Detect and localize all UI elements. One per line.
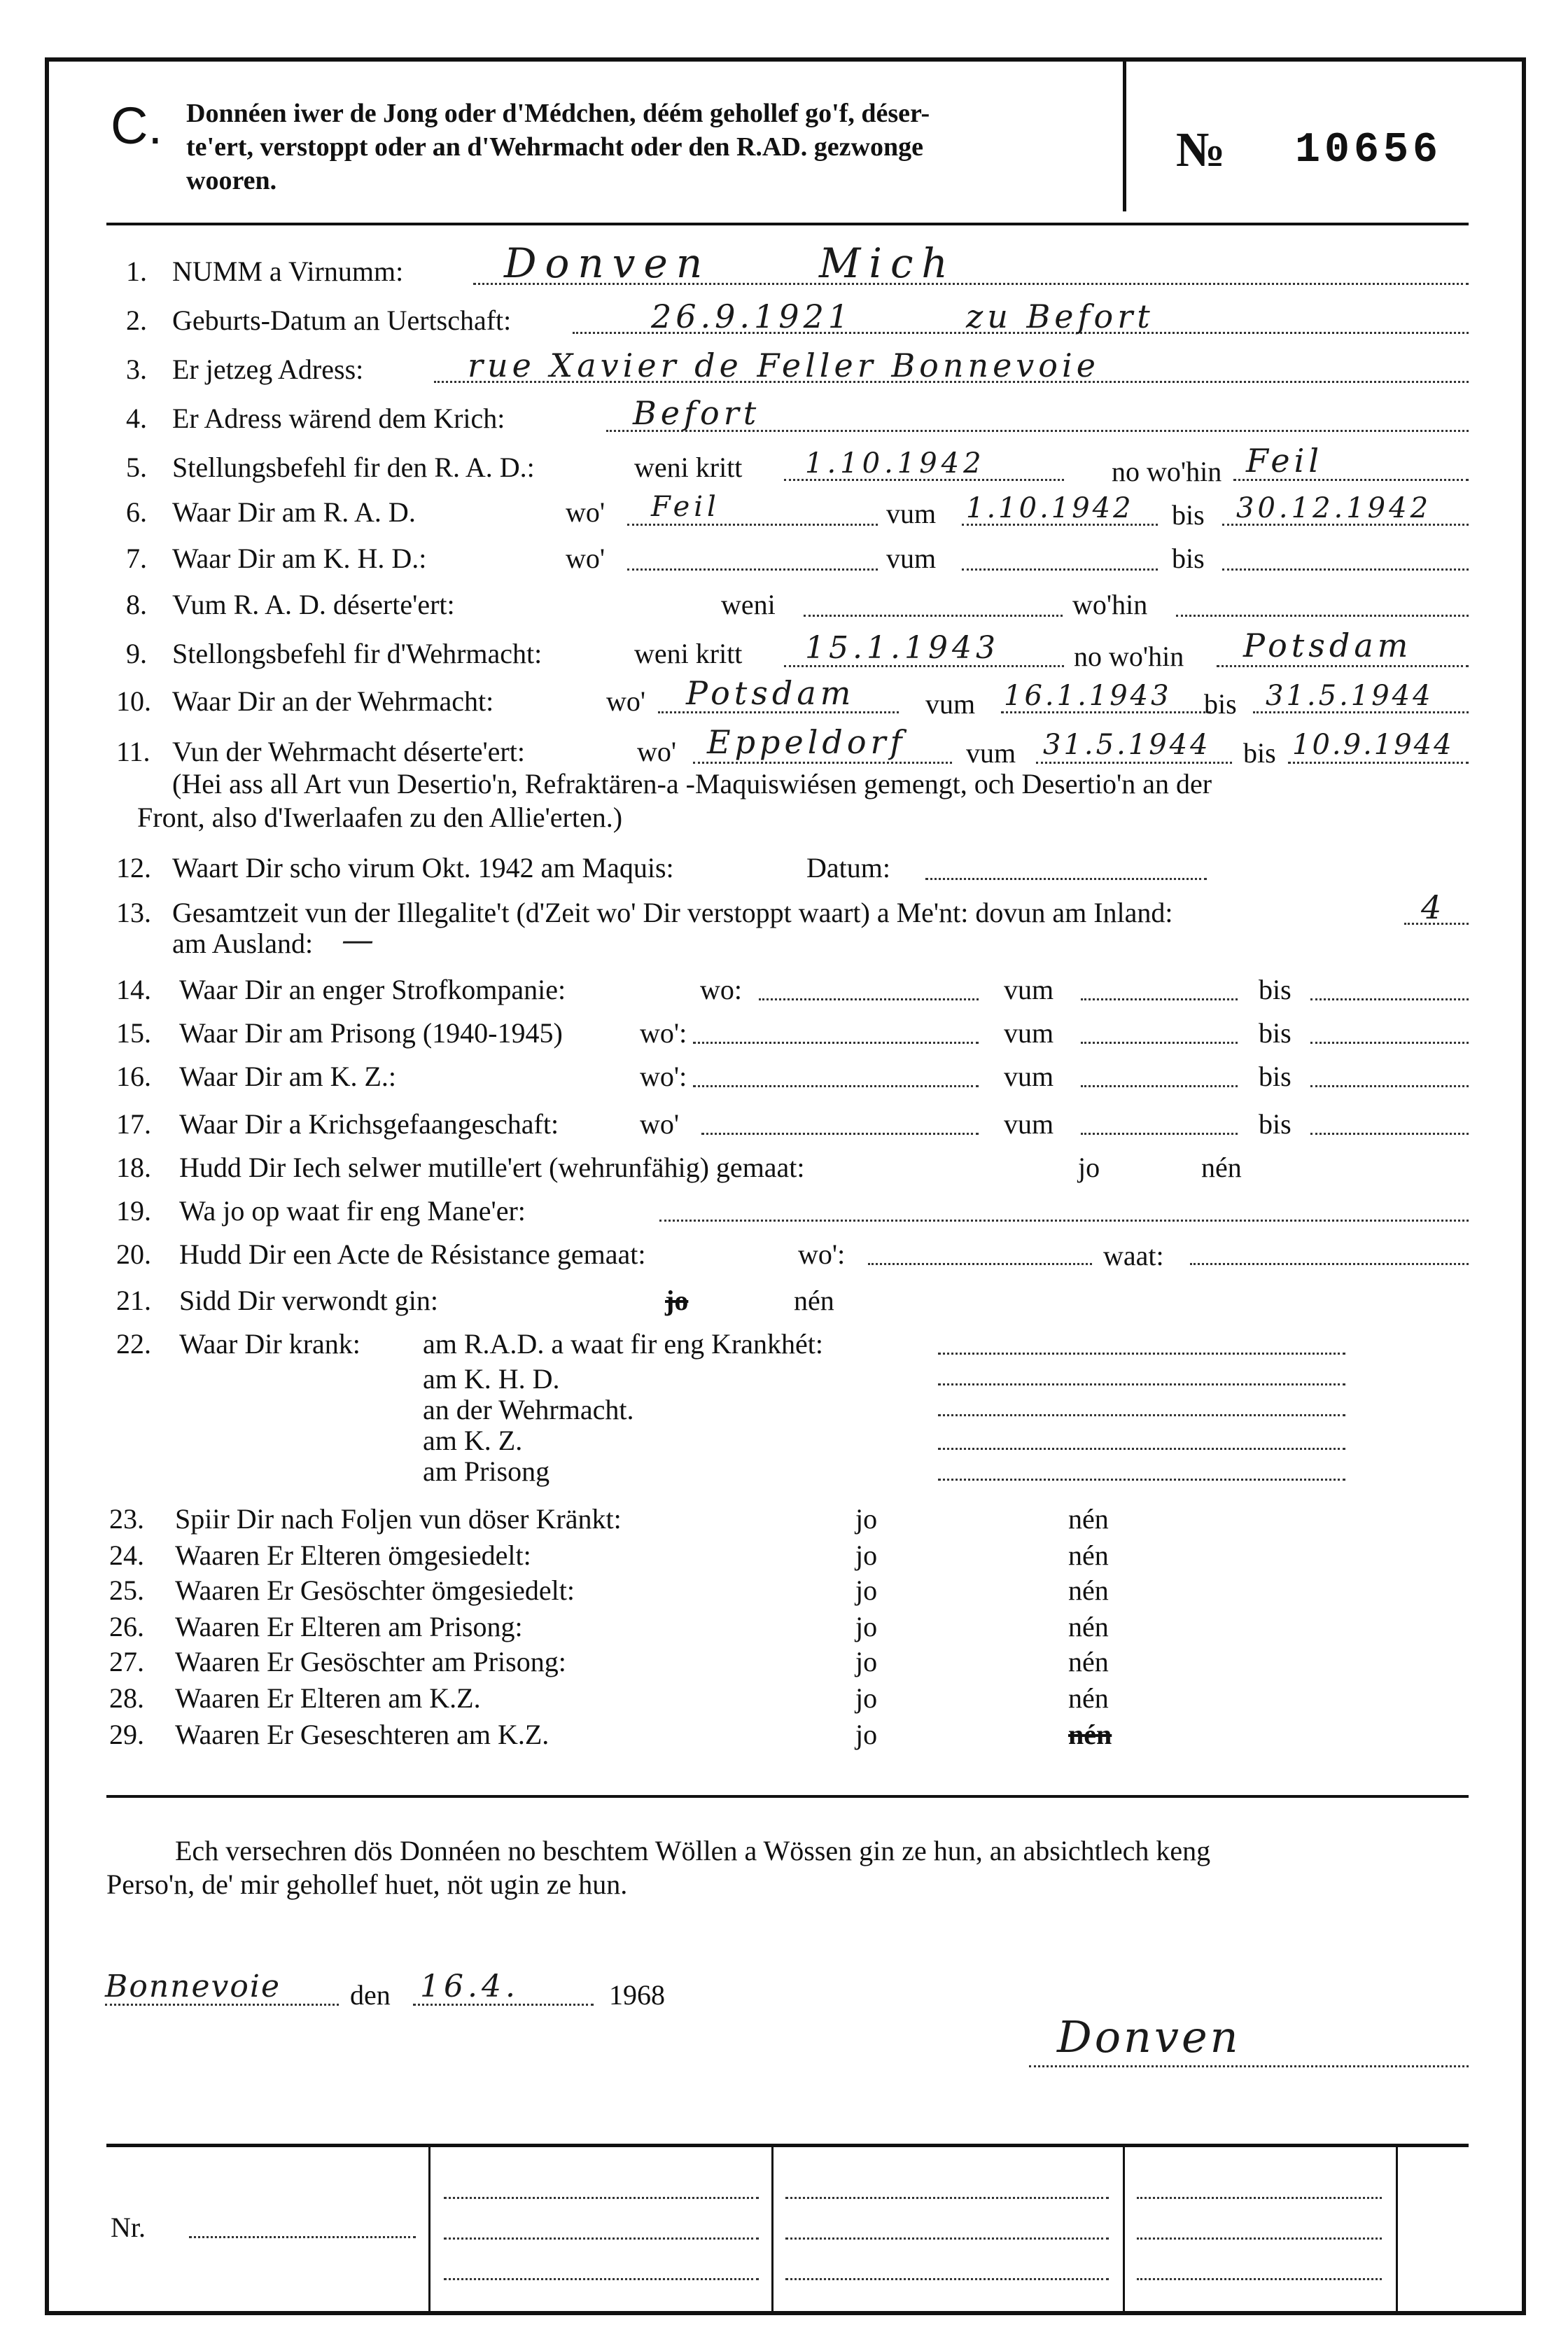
row-7-num: 7. — [126, 543, 147, 574]
row-16-wo: wo': — [640, 1061, 687, 1092]
row-24-label: Waaren Er Elteren ömgesiedelt: — [175, 1539, 531, 1571]
row-7-from-field — [962, 568, 1158, 571]
section-letter: C. — [111, 97, 162, 155]
row-16-num: 16. — [116, 1061, 151, 1092]
footer-dots-b3 — [785, 2278, 1109, 2280]
row-12-field — [925, 878, 1207, 880]
row-7-bis: bis — [1172, 543, 1205, 574]
row-9-label: Stellongsbefehl fir d'Wehrmacht: — [172, 638, 542, 669]
row-8-date-field — [804, 615, 1063, 617]
row-22-label: Waar Dir krank: — [179, 1328, 360, 1360]
row-18-num: 18. — [116, 1152, 151, 1183]
row-23-nen: nén — [1068, 1503, 1109, 1535]
row-20-where-field — [868, 1263, 1092, 1265]
row-14-bis: bis — [1259, 974, 1292, 1005]
frame-right — [1522, 57, 1526, 2315]
row-6-bis: bis — [1172, 499, 1205, 531]
row-9-place: Potsdam — [1243, 627, 1413, 664]
footer-col-2 — [771, 2145, 774, 2311]
row-5-date: 1.10.1942 — [805, 447, 986, 480]
row-22-field-3 — [938, 1448, 1345, 1450]
row-27-num: 27. — [109, 1646, 144, 1677]
row-2-date: 26.9.1921 — [651, 298, 853, 335]
row-13-abroad-value: — — [342, 921, 378, 958]
row-9-num: 9. — [126, 638, 147, 669]
row-25-label: Waaren Er Gesöschter ömgesiedelt: — [175, 1575, 575, 1606]
footer-dots-a3 — [444, 2278, 759, 2280]
row-25-jo: jo — [855, 1575, 878, 1606]
row-24-jo: jo — [855, 1539, 878, 1571]
row-22-rad: am R.A.D. a waat fir eng Krankhét: — [423, 1328, 824, 1360]
row-6-label: Waar Dir am R. A. D. — [172, 496, 416, 528]
row-1-num: 1. — [126, 256, 147, 287]
row-6-from: 1.10.1942 — [966, 492, 1134, 524]
signature: Donven — [1057, 2011, 1241, 2062]
row-3-address: rue Xavier de Feller Bonnevoie — [468, 347, 1100, 384]
row-5-label: Stellungsbefehl fir den R. A. D.: — [172, 452, 535, 483]
footer-dots-b1 — [785, 2197, 1109, 2199]
row-12-label: Waart Dir scho virum Okt. 1942 am Maquis: — [172, 852, 674, 884]
footer-dots-b2 — [785, 2237, 1109, 2240]
row-14-vum: vum — [1004, 974, 1054, 1005]
row-29-jo: jo — [855, 1719, 878, 1750]
row-17-wo: wo' — [640, 1108, 680, 1140]
row-28-nen: nén — [1068, 1682, 1109, 1714]
row-12-datum: Datum: — [806, 852, 890, 884]
row-26-label: Waaren Er Elteren am Prisong: — [175, 1611, 523, 1642]
header-rule — [106, 223, 1469, 225]
intro-line-3: wooren. — [186, 166, 277, 195]
row-8-weni: weni — [721, 589, 776, 620]
row-14-from-field — [1081, 998, 1238, 1000]
year-label: 1968 — [609, 1979, 665, 2011]
row-29-num: 29. — [109, 1719, 144, 1750]
row-5-place: Feil — [1246, 442, 1324, 480]
row-10-from: 16.1.1943 — [1004, 680, 1172, 712]
footer-col-4 — [1396, 2145, 1398, 2311]
row-16-from-field — [1081, 1085, 1238, 1087]
row-2-label: Geburts-Datum an Uertschaft: — [172, 305, 512, 336]
footer-col-3 — [1123, 2145, 1125, 2311]
row-22-sub-prisong: am Prisong — [423, 1455, 550, 1487]
row-13-label: Gesamtzeit vun der Illegalite't (d'Zeit wo' Dir verstoppt waart) a Me'nt: dovun am Inland: — [172, 897, 1173, 928]
row-10-where: Potsdam — [686, 674, 855, 712]
row-8-label: Vum R. A. D. déserte'ert: — [172, 589, 455, 620]
row-15-num: 15. — [116, 1017, 151, 1049]
row-3-label: Er jetzeg Adress: — [172, 354, 364, 385]
row-15-wo: wo': — [640, 1017, 687, 1049]
row-26-jo: jo — [855, 1611, 878, 1642]
intro-line-2: te'ert, verstoppt oder an d'Wehrmacht oder den R.AD. gezwonge — [186, 132, 923, 162]
place-handwritten: Bonnevoie — [105, 1969, 281, 2004]
footer-col-1 — [428, 2145, 430, 2311]
row-21-jo-struck: jo — [665, 1285, 689, 1316]
row-12-num: 12. — [116, 852, 151, 884]
row-9-date: 15.1.1943 — [805, 630, 1000, 666]
row-10-num: 10. — [116, 685, 151, 717]
row-27-label: Waaren Er Gesöschter am Prisong: — [175, 1646, 566, 1677]
row-10-label: Waar Dir an der Wehrmacht: — [172, 685, 494, 717]
row-7-wo: wo' — [566, 543, 606, 574]
row-14-to-field — [1310, 998, 1469, 1000]
row-17-from-field — [1081, 1133, 1238, 1135]
row-9-weni: weni kritt — [634, 638, 743, 669]
row-1-name: Donven — [504, 239, 711, 287]
section-rule — [106, 1795, 1469, 1798]
row-4-wartime-address: Befort — [633, 394, 761, 432]
row-4-num: 4. — [126, 403, 147, 434]
row-28-num: 28. — [109, 1682, 144, 1714]
row-17-to-field — [1310, 1133, 1469, 1135]
row-18-nen: nén — [1201, 1152, 1242, 1183]
row-15-label: Waar Dir am Prisong (1940-1945) — [179, 1017, 563, 1049]
row-20-num: 20. — [116, 1238, 151, 1270]
row-15-to-field — [1310, 1042, 1469, 1044]
row-22-num: 22. — [116, 1328, 151, 1360]
row-5-num: 5. — [126, 452, 147, 483]
nr-label: Nr. — [111, 2212, 146, 2243]
row-22-field-0 — [938, 1353, 1345, 1355]
row-6-vum: vum — [886, 498, 937, 529]
row-28-label: Waaren Er Elteren am K.Z. — [175, 1682, 481, 1714]
row-13-num: 13. — [116, 897, 151, 928]
row-26-num: 26. — [109, 1611, 144, 1642]
row-21-num: 21. — [116, 1285, 151, 1316]
row-16-to-field — [1310, 1085, 1469, 1087]
row-4-label: Er Adress wärend dem Krich: — [172, 403, 505, 434]
row-2-place: zu Befort — [966, 298, 1154, 335]
footer-rule-top — [106, 2144, 1469, 2147]
row-18-jo: jo — [1078, 1152, 1100, 1183]
row-11-vum: vum — [966, 737, 1016, 769]
row-17-vum: vum — [1004, 1108, 1054, 1140]
row-7-label: Waar Dir am K. H. D.: — [172, 543, 427, 574]
nr-field — [189, 2236, 416, 2238]
row-24-num: 24. — [109, 1539, 144, 1571]
row-1-firstname: Mich — [819, 239, 956, 287]
row-6-to: 30.12.1942 — [1236, 492, 1432, 524]
footer-dots-c2 — [1137, 2237, 1382, 2240]
row-2-num: 2. — [126, 305, 147, 336]
row-17-label: Waar Dir a Krichsgefaangeschaft: — [179, 1108, 559, 1140]
row-16-where-field — [693, 1085, 979, 1087]
signature-field — [1029, 2065, 1469, 2067]
row-26-nen: nén — [1068, 1611, 1109, 1642]
row-13-inland-value: 4 — [1421, 888, 1446, 926]
row-14-wo: wo: — [700, 974, 742, 1005]
row-15-vum: vum — [1004, 1017, 1054, 1049]
row-15-from-field — [1081, 1042, 1238, 1044]
row-19-field — [659, 1220, 1469, 1222]
row-22-field-2 — [938, 1414, 1345, 1416]
row-23-num: 23. — [109, 1503, 144, 1535]
number-symbol: № — [1176, 123, 1226, 177]
row-10-vum: vum — [925, 688, 976, 720]
row-6-num: 6. — [126, 496, 147, 528]
row-6-where: Feil — [651, 491, 720, 523]
frame-left — [45, 57, 49, 2315]
date-handwritten: 16.4. — [420, 1969, 519, 2004]
row-13-label-2: am Ausland: — [172, 928, 314, 959]
row-29-label: Waaren Er Geseschteren am K.Z. — [175, 1719, 550, 1750]
frame-top — [45, 57, 1526, 62]
row-25-nen: nén — [1068, 1575, 1109, 1606]
header-divider — [1123, 62, 1126, 211]
row-27-nen: nén — [1068, 1646, 1109, 1677]
row-16-bis: bis — [1259, 1061, 1292, 1092]
row-17-where-field — [701, 1133, 979, 1135]
footer-dots-a2 — [444, 2237, 759, 2240]
footer-dots-c1 — [1137, 2197, 1382, 2199]
row-22-sub-kz: am K. Z. — [423, 1425, 523, 1456]
row-19-label: Wa jo op waat fir eng Mane'er: — [179, 1195, 526, 1227]
row-8-place-field — [1176, 615, 1469, 617]
row-22-field-1 — [938, 1383, 1345, 1385]
row-24-nen: nén — [1068, 1539, 1109, 1571]
row-16-vum: vum — [1004, 1061, 1054, 1092]
row-25-num: 25. — [109, 1575, 144, 1606]
row-11-bis: bis — [1243, 737, 1276, 769]
declaration-line-1: Ech versechren dös Donnéen no beschtem Wöllen a Wössen gin ze hun, an absichtlech keng — [175, 1835, 1211, 1866]
footer-dots-a1 — [444, 2197, 759, 2199]
intro-line-1: Donnéen iwer de Jong oder d'Médchen, déém gehollef go'f, déser- — [186, 99, 930, 128]
row-6-wo: wo' — [566, 496, 606, 528]
row-11-label: Vun der Wehrmacht déserte'ert: — [172, 736, 525, 767]
row-7-where-field — [627, 568, 878, 571]
footer-dots-c3 — [1137, 2278, 1382, 2280]
den-label: den — [350, 1979, 391, 2011]
row-20-what-field — [1190, 1263, 1469, 1265]
row-22-field-4 — [938, 1479, 1345, 1481]
row-28-jo: jo — [855, 1682, 878, 1714]
row-11-num: 11. — [116, 736, 150, 767]
row-8-num: 8. — [126, 589, 147, 620]
row-21-nen: nén — [794, 1285, 834, 1316]
row-10-wo: wo' — [606, 685, 646, 717]
row-11-from: 31.5.1944 — [1043, 729, 1211, 761]
row-14-label: Waar Dir an enger Strofkompanie: — [179, 974, 566, 1005]
row-19-num: 19. — [116, 1195, 151, 1227]
row-27-jo: jo — [855, 1646, 878, 1677]
row-17-bis: bis — [1259, 1108, 1292, 1140]
form-number: 10656 — [1295, 127, 1443, 174]
row-7-vum: vum — [886, 543, 937, 574]
row-18-label: Hudd Dir Iech selwer mutille'ert (wehrunfähig) gemaat: — [179, 1152, 805, 1183]
row-20-label: Hudd Dir een Acte de Résistance gemaat: — [179, 1238, 646, 1270]
row-5-wohin: no wo'hin — [1112, 456, 1222, 487]
row-8-wohin: wo'hin — [1072, 589, 1148, 620]
row-14-num: 14. — [116, 974, 151, 1005]
row-10-bis: bis — [1204, 688, 1237, 720]
row-1-label: NUMM a Virnumm: — [172, 256, 404, 287]
row-11-note-2: Front, also d'Iwerlaafen zu den Allie'erten.) — [137, 802, 623, 833]
declaration-line-2: Perso'n, de' mir gehollef huet, nöt ugin ze hun. — [106, 1869, 628, 1900]
row-23-jo: jo — [855, 1503, 878, 1535]
frame-bottom — [45, 2311, 1526, 2315]
row-20-wo: wo': — [798, 1238, 846, 1270]
row-29-nen-struck: nén — [1068, 1719, 1112, 1750]
row-5-weni: weni kritt — [634, 452, 743, 483]
row-22-sub-wehrmacht: an der Wehrmacht. — [423, 1394, 634, 1425]
row-21-label: Sidd Dir verwondt gin: — [179, 1285, 438, 1316]
row-23-label: Spiir Dir nach Foljen vun döser Kränkt: — [175, 1503, 622, 1535]
row-3-num: 3. — [126, 354, 147, 385]
row-11-note-1: (Hei ass all Art vun Desertio'n, Refraktären-a -Maquiswiésen gemengt, och Desertio'n an der — [172, 768, 1212, 800]
row-11-to: 10.9.1944 — [1292, 729, 1454, 761]
row-15-bis: bis — [1259, 1017, 1292, 1049]
row-7-to-field — [1222, 568, 1469, 571]
row-22-sub-khd: am K. H. D. — [423, 1363, 560, 1395]
row-20-waat: waat: — [1103, 1240, 1164, 1271]
row-15-where-field — [693, 1042, 979, 1044]
row-10-to: 31.5.1944 — [1266, 680, 1434, 712]
row-17-num: 17. — [116, 1108, 151, 1140]
row-14-where-field — [759, 998, 979, 1000]
row-11-wo: wo' — [637, 736, 677, 767]
row-16-label: Waar Dir am K. Z.: — [179, 1061, 396, 1092]
row-9-wohin: no wo'hin — [1074, 641, 1184, 672]
row-11-where: Eppeldorf — [707, 723, 906, 761]
